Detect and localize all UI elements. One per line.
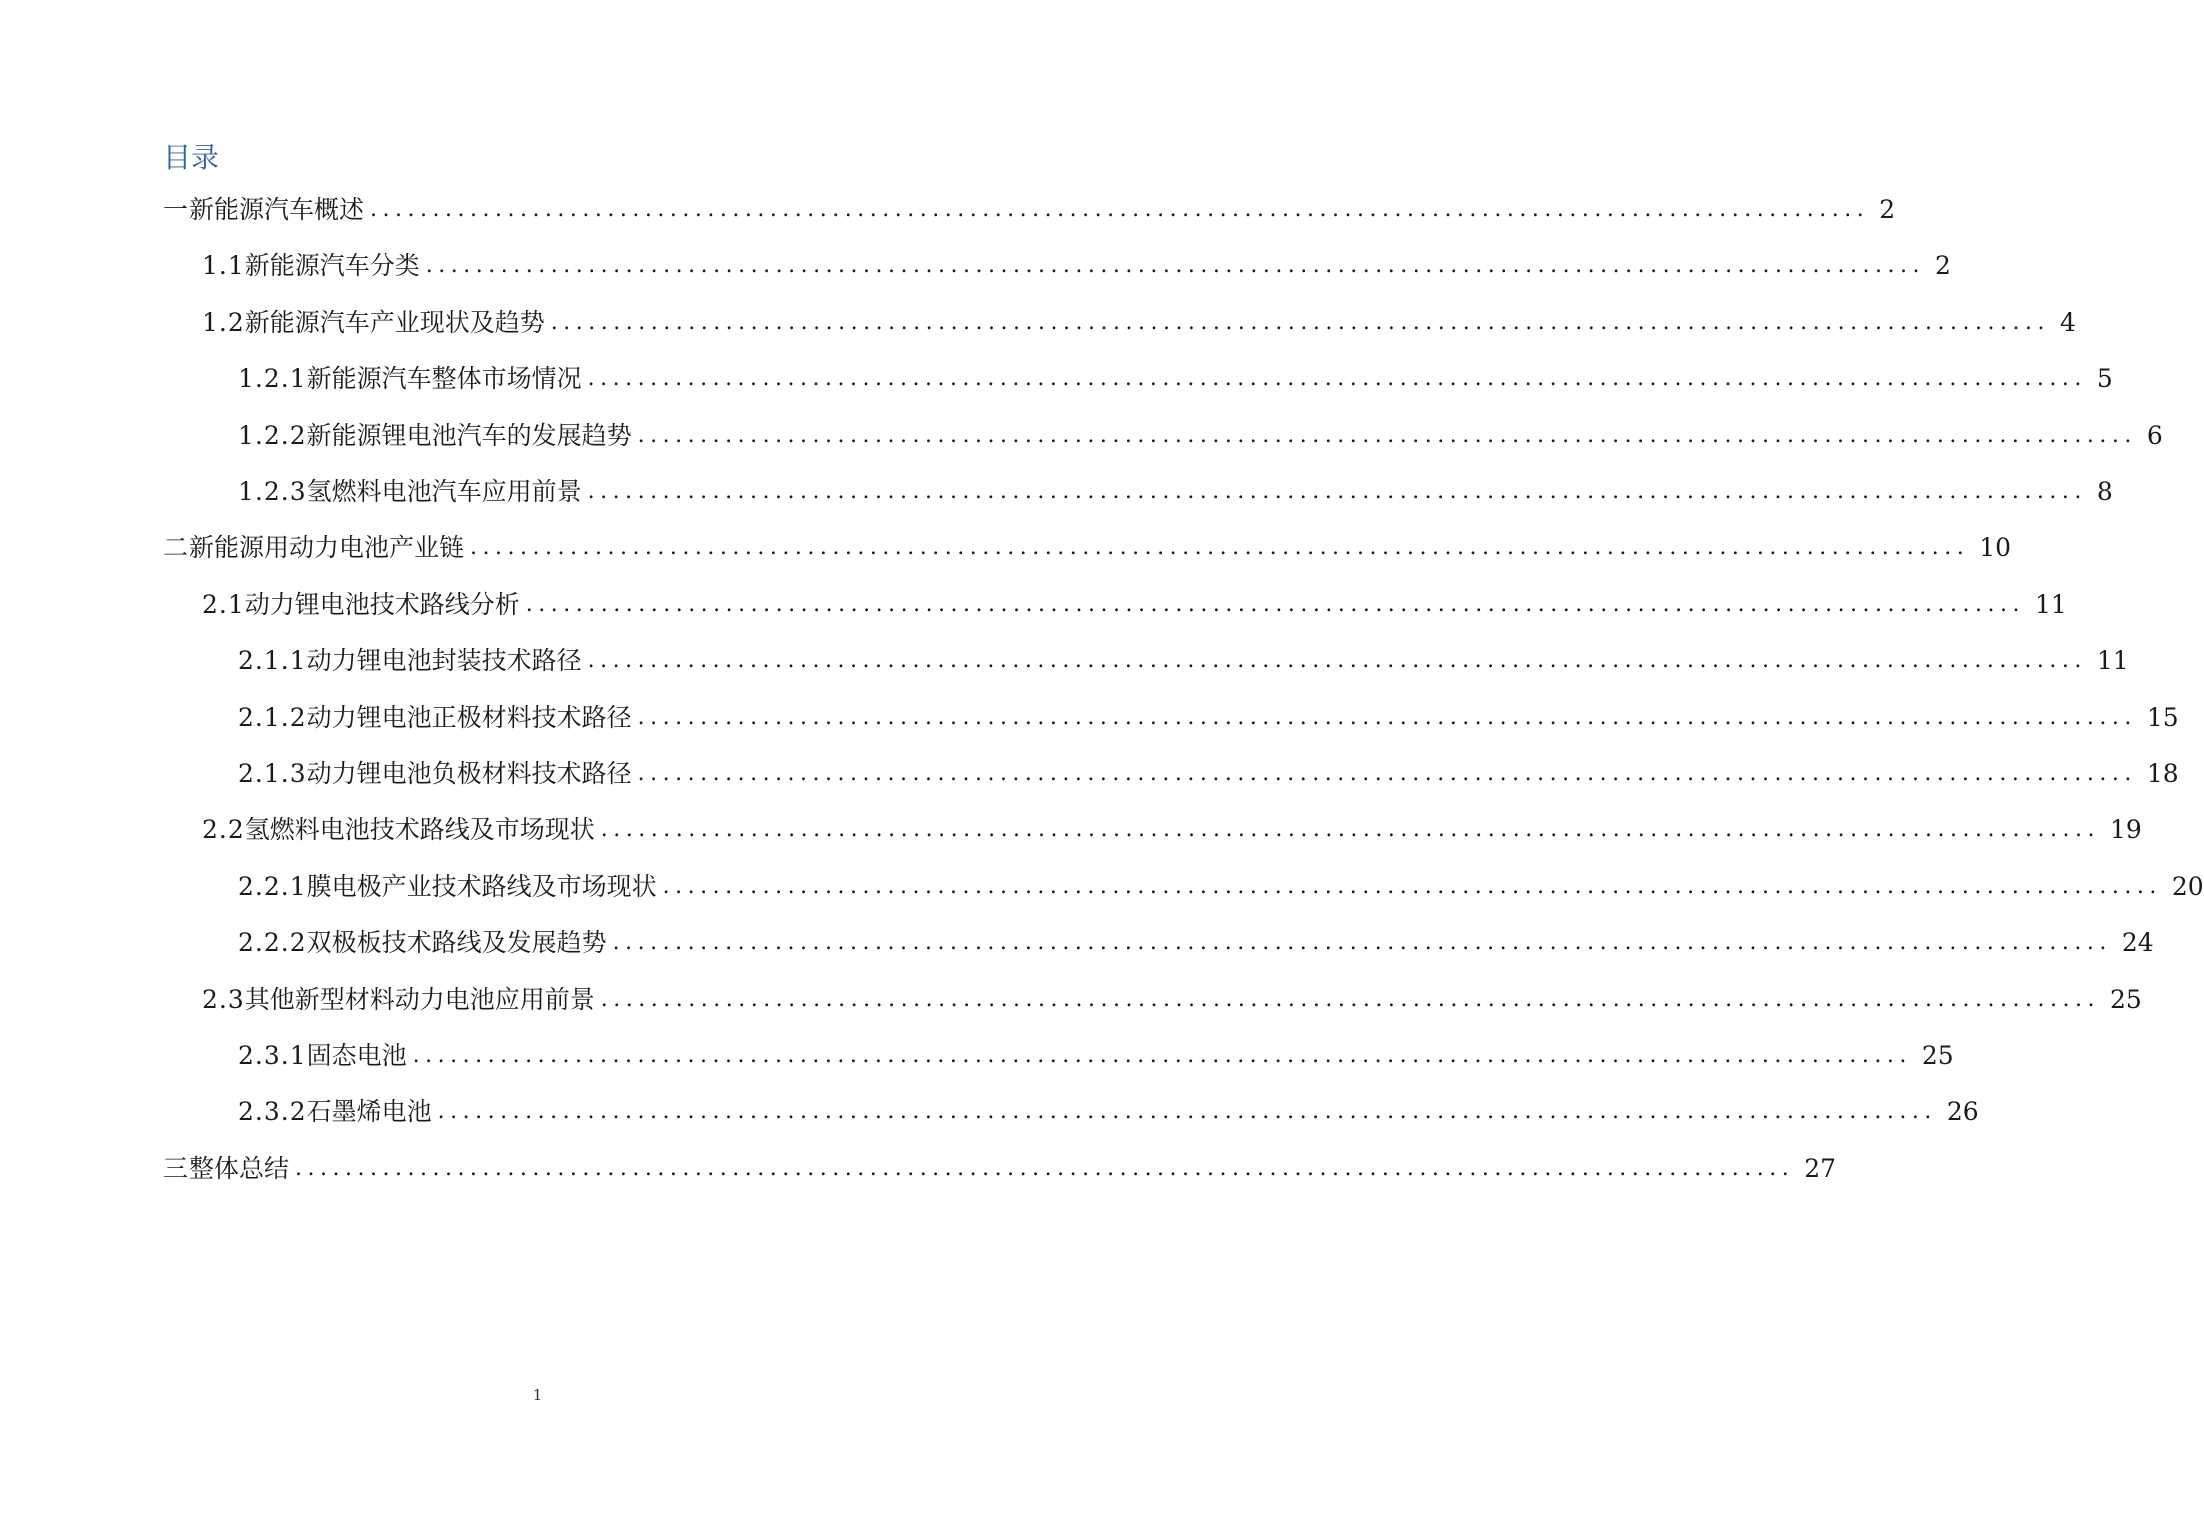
toc-entry-number: 2.3 [202, 984, 245, 1014]
toc-entry-number: 2.1 [202, 589, 245, 619]
toc-entry-page-number: 25 [1921, 1041, 1954, 1070]
toc-entry[interactable] [202, 246, 1951, 286]
toc-entry[interactable] [202, 980, 2142, 1020]
toc-leader-dots: ........................................................................................................................ [587, 366, 2087, 392]
toc-entry-number: 2.2 [202, 815, 245, 845]
toc-entry[interactable] [238, 867, 2204, 907]
toc-entry-number: 2.2.2 [238, 928, 307, 958]
toc-leader-dots: ........................................................................................................................ [600, 817, 2100, 843]
toc-leader-dots: ........................................................................................................................ [525, 591, 2025, 617]
toc-entry-number: 一 [163, 195, 190, 224]
toc-leader-dots: ........................................................................................................................ [600, 986, 2100, 1012]
toc-entry-page-number: 2 [1879, 195, 1896, 224]
toc-entry[interactable] [163, 190, 1896, 230]
toc-entry-label: 新能源汽车分类 [244, 251, 420, 281]
toc-entry[interactable] [238, 416, 2163, 456]
toc-entry-number: 2.3.2 [238, 1097, 307, 1127]
toc-leader-dots: ........................................................................................................................ [612, 930, 2112, 956]
toc-entry[interactable] [238, 923, 2154, 963]
toc-entry[interactable] [163, 1149, 1837, 1189]
toc-entry-number: 2.1.3 [238, 759, 307, 788]
toc-entry[interactable] [202, 810, 2142, 850]
toc-entry-label: 氢燃料电池技术路线及市场现状 [244, 815, 595, 845]
toc-entry-number: 1.2.1 [238, 364, 307, 394]
toc-entry-label: 新能源汽车产业现状及趋势 [244, 307, 545, 337]
toc-entry-page-number: 2 [1934, 251, 1951, 281]
toc-entry-label: 膜电极产业技术路线及市场现状 [306, 871, 657, 901]
toc-entry-page-number: 8 [2096, 477, 2113, 506]
toc-entry[interactable] [238, 359, 2113, 399]
toc-entry-page-number: 27 [1804, 1153, 1837, 1183]
toc-entry-page-number: 15 [2146, 702, 2179, 732]
toc-leader-dots: ........................................................................................................................ [470, 535, 1970, 561]
toc-entry-page-number: 18 [2146, 759, 2179, 788]
toc-entry-number: 1.1 [202, 251, 245, 281]
toc-entry-label: 其他新型材料动力电池应用前景 [244, 984, 595, 1014]
toc-entry-number: 2.2.1 [238, 871, 307, 901]
toc-entry-label: 双极板技术路线及发展趋势 [306, 928, 607, 958]
toc-leader-dots: ........................................................................................................................ [425, 253, 1925, 279]
toc-entry-label: 石墨烯电池 [306, 1097, 432, 1127]
toc-entry-label: 动力锂电池正极材料技术路径 [306, 702, 632, 732]
toc-entry-label: 新能源锂电池汽车的发展趋势 [306, 420, 632, 450]
toc-entry-page-number: 11 [2034, 589, 2067, 619]
toc-entry-page-number: 6 [2146, 420, 2163, 450]
toc-entry-label: 固态电池 [306, 1041, 407, 1070]
footer-page-number: 1 [532, 1386, 543, 1404]
toc-leader-dots: ........................................................................................................................ [587, 479, 2087, 504]
toc-entry-page-number: 25 [2109, 984, 2142, 1014]
toc-entry[interactable] [238, 698, 2179, 738]
toc-leader-dots: ........................................................................................................................ [637, 704, 2137, 730]
toc-leader-dots: ........................................................................................................................ [587, 648, 2087, 674]
toc-entry-label: 新能源汽车概述 [189, 195, 365, 224]
toc-entry[interactable] [238, 754, 2179, 794]
toc-entry[interactable] [238, 641, 2129, 681]
toc-entry-number: 2.1.1 [238, 646, 307, 676]
toc-entry-label: 动力锂电池技术路线分析 [244, 589, 520, 619]
toc-entry-label: 氢燃料电池汽车应用前景 [306, 477, 582, 506]
toc-entry[interactable] [238, 1092, 1979, 1132]
toc-leader-dots: ........................................................................................................................ [550, 309, 2050, 335]
toc-entry-number: 2.1.2 [238, 702, 307, 732]
toc-entry-label: 整体总结 [189, 1153, 290, 1183]
toc-entry-number: 1.2 [202, 307, 245, 337]
toc-title: 目录 [163, 141, 220, 174]
toc-entry-page-number: 24 [2121, 928, 2154, 958]
toc-entry-label: 新能源用动力电池产业链 [189, 533, 465, 563]
toc-entry-number: 1.2.2 [238, 420, 307, 450]
toc-entry[interactable] [238, 1036, 1954, 1076]
toc-leader-dots: ........................................................................................................................ [412, 1043, 1912, 1068]
toc-entry-number: 二 [163, 533, 190, 563]
toc-leader-dots: ........................................................................................................................ [370, 197, 1870, 222]
toc-entry-page-number: 5 [2096, 364, 2113, 394]
toc-entry-label: 新能源汽车整体市场情况 [306, 364, 582, 394]
toc-entry-page-number: 11 [2096, 646, 2129, 676]
toc-entry-page-number: 19 [2109, 815, 2142, 845]
toc-entry-number: 三 [163, 1153, 190, 1183]
toc-entry-label: 动力锂电池封装技术路径 [306, 646, 582, 676]
toc-entry-page-number: 26 [1946, 1097, 1979, 1127]
toc-leader-dots: ........................................................................................................................ [437, 1099, 1937, 1125]
toc-leader-dots: ........................................................................................................................ [637, 761, 2137, 786]
toc-entry-page-number: 20 [2171, 871, 2204, 901]
toc-entry[interactable] [202, 303, 2076, 343]
toc-leader-dots: ........................................................................................................................ [295, 1155, 1795, 1181]
toc-leader-dots: ........................................................................................................................ [662, 873, 2162, 899]
toc-entry[interactable] [202, 585, 2067, 625]
toc-entry-page-number: 4 [2059, 307, 2076, 337]
toc-entry-page-number: 10 [1979, 533, 2012, 563]
toc-entry[interactable] [163, 528, 2012, 568]
toc-entry-number: 1.2.3 [238, 477, 307, 506]
toc-entry-number: 2.3.1 [238, 1041, 307, 1070]
toc-entry[interactable] [238, 472, 2113, 512]
toc-leader-dots: ........................................................................................................................ [637, 422, 2137, 448]
toc-entry-label: 动力锂电池负极材料技术路径 [306, 759, 632, 788]
